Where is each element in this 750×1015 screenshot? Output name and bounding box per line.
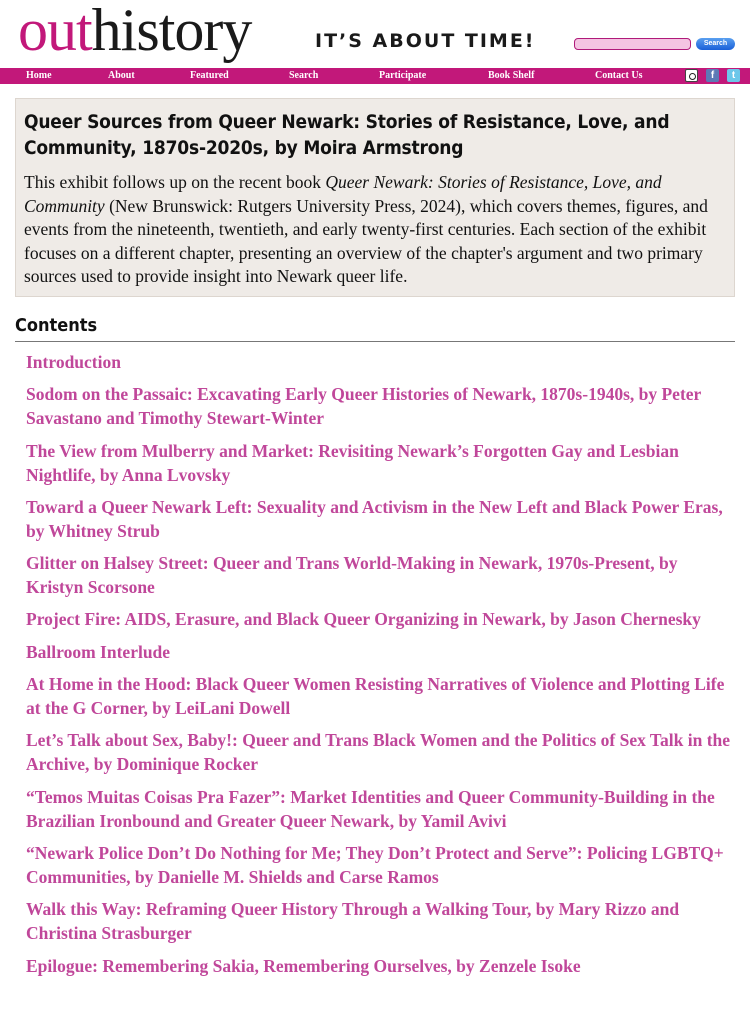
contents-divider <box>15 341 735 342</box>
nav-search[interactable]: Search <box>289 70 319 81</box>
contents-list <box>26 350 738 986</box>
toc-link-walk-this-way[interactable]: Walk this Way: Reframing Queer History Through a Walking Tour, by Mary Rizzo and Christina Strasburger <box>26 899 680 944</box>
toc-link-ballroom-interlude[interactable]: Ballroom Interlude <box>26 641 171 662</box>
toc-link-newark-police[interactable]: “Newark Police Don’t Do Nothing for Me; They Don’t Protect and Serve”: Policing LGBTQ+ Communities, by Danielle M. Shields and Carse Ramos <box>26 842 724 887</box>
nav-home[interactable]: Home <box>26 70 52 81</box>
exhibit-intro <box>15 98 735 297</box>
toc-link-lets-talk-about-sex[interactable]: Let’s Talk about Sex, Baby!: Queer and Trans Black Women and the Politics of Sex Talk in the Archive, by Dominique Rocker <box>26 730 731 775</box>
exhibit-description <box>24 171 724 289</box>
logo-history: history <box>91 0 252 63</box>
logo-out: out <box>18 0 92 63</box>
nav-book-shelf[interactable]: Book Shelf <box>488 70 535 81</box>
main-nav <box>0 68 750 84</box>
toc-link-sodom-on-the-passaic[interactable]: Sodom on the Passaic: Excavating Early Queer Histories of Newark, 1870s-1940s, by Peter Savastano and Timothy Stewart-Winter <box>26 384 701 429</box>
page-title: Queer Sources from Queer Newark: Stories of Resistance, Love, and Community, 1870s-2020s, by Moira Armstrong <box>24 111 670 159</box>
toc-link-introduction[interactable]: Introduction <box>26 352 121 372</box>
toc-link-project-fire[interactable]: Project Fire: AIDS, Erasure, and Black Queer Organizing in Newark, by Jason Chernesky <box>26 609 701 630</box>
book-title: Queer Newark: Stories of Resistance, Love, and Community <box>24 172 662 216</box>
nav-about[interactable]: About <box>108 70 135 81</box>
nav-participate[interactable]: Participate <box>379 70 427 81</box>
site-logo[interactable] <box>18 0 251 66</box>
toc-link-epilogue[interactable]: Epilogue: Remembering Sakia, Remembering Ourselves, by Zenzele Isoke <box>26 955 581 976</box>
twitter-icon[interactable]: t <box>727 69 740 82</box>
toc-link-view-from-mulberry[interactable]: The View from Mulberry and Market: Revisiting Newark’s Forgotten Gay and Lesbian Nightlife, by Anna Lvovsky <box>26 440 679 485</box>
toc-link-temos-muitas-coisas[interactable]: “Temos Muitas Coisas Pra Fazer”: Market Identities and Queer Community-Building in the Brazilian Ironbound and Greater Queer Newark, by Yamil Avivi <box>26 786 715 831</box>
toc-link-queer-newark-left[interactable]: Toward a Queer Newark Left: Sexuality and Activism in the New Left and Black Power Eras, by Whitney Strub <box>26 496 723 541</box>
search-button[interactable]: Search <box>696 38 735 50</box>
toc-link-at-home-in-the-hood[interactable]: At Home in the Hood: Black Queer Women Resisting Narratives of Violence and Plotting Life at the G Corner, by LeiLani Dowell <box>26 674 725 719</box>
site-header <box>0 0 750 68</box>
desc-end: (New Brunswick: Rutgers University Press, 2024), which covers themes, figures, and events from the nineteenth, twentieth, and early twenty-first centuries. Each section of the exhibit focuses on a different chapter, presenting an overview of the chapter's argument and two primary sources used to provide insight into Newark queer life. <box>24 195 708 286</box>
desc-start: This exhibit follows up on the recent book <box>24 172 326 192</box>
toc-link-glitter-on-halsey[interactable]: Glitter on Halsey Street: Queer and Trans World-Making in Newark, 1970s-Present, by Kristyn Scorsone <box>26 553 678 598</box>
tagline: IT’S ABOUT TIME! <box>315 30 536 52</box>
nav-contact-us[interactable]: Contact Us <box>595 70 643 81</box>
nav-featured[interactable]: Featured <box>190 70 229 81</box>
facebook-icon[interactable]: f <box>706 69 719 82</box>
contents-heading: Contents <box>15 315 98 336</box>
search-input[interactable] <box>574 38 691 50</box>
instagram-icon[interactable] <box>685 69 698 82</box>
